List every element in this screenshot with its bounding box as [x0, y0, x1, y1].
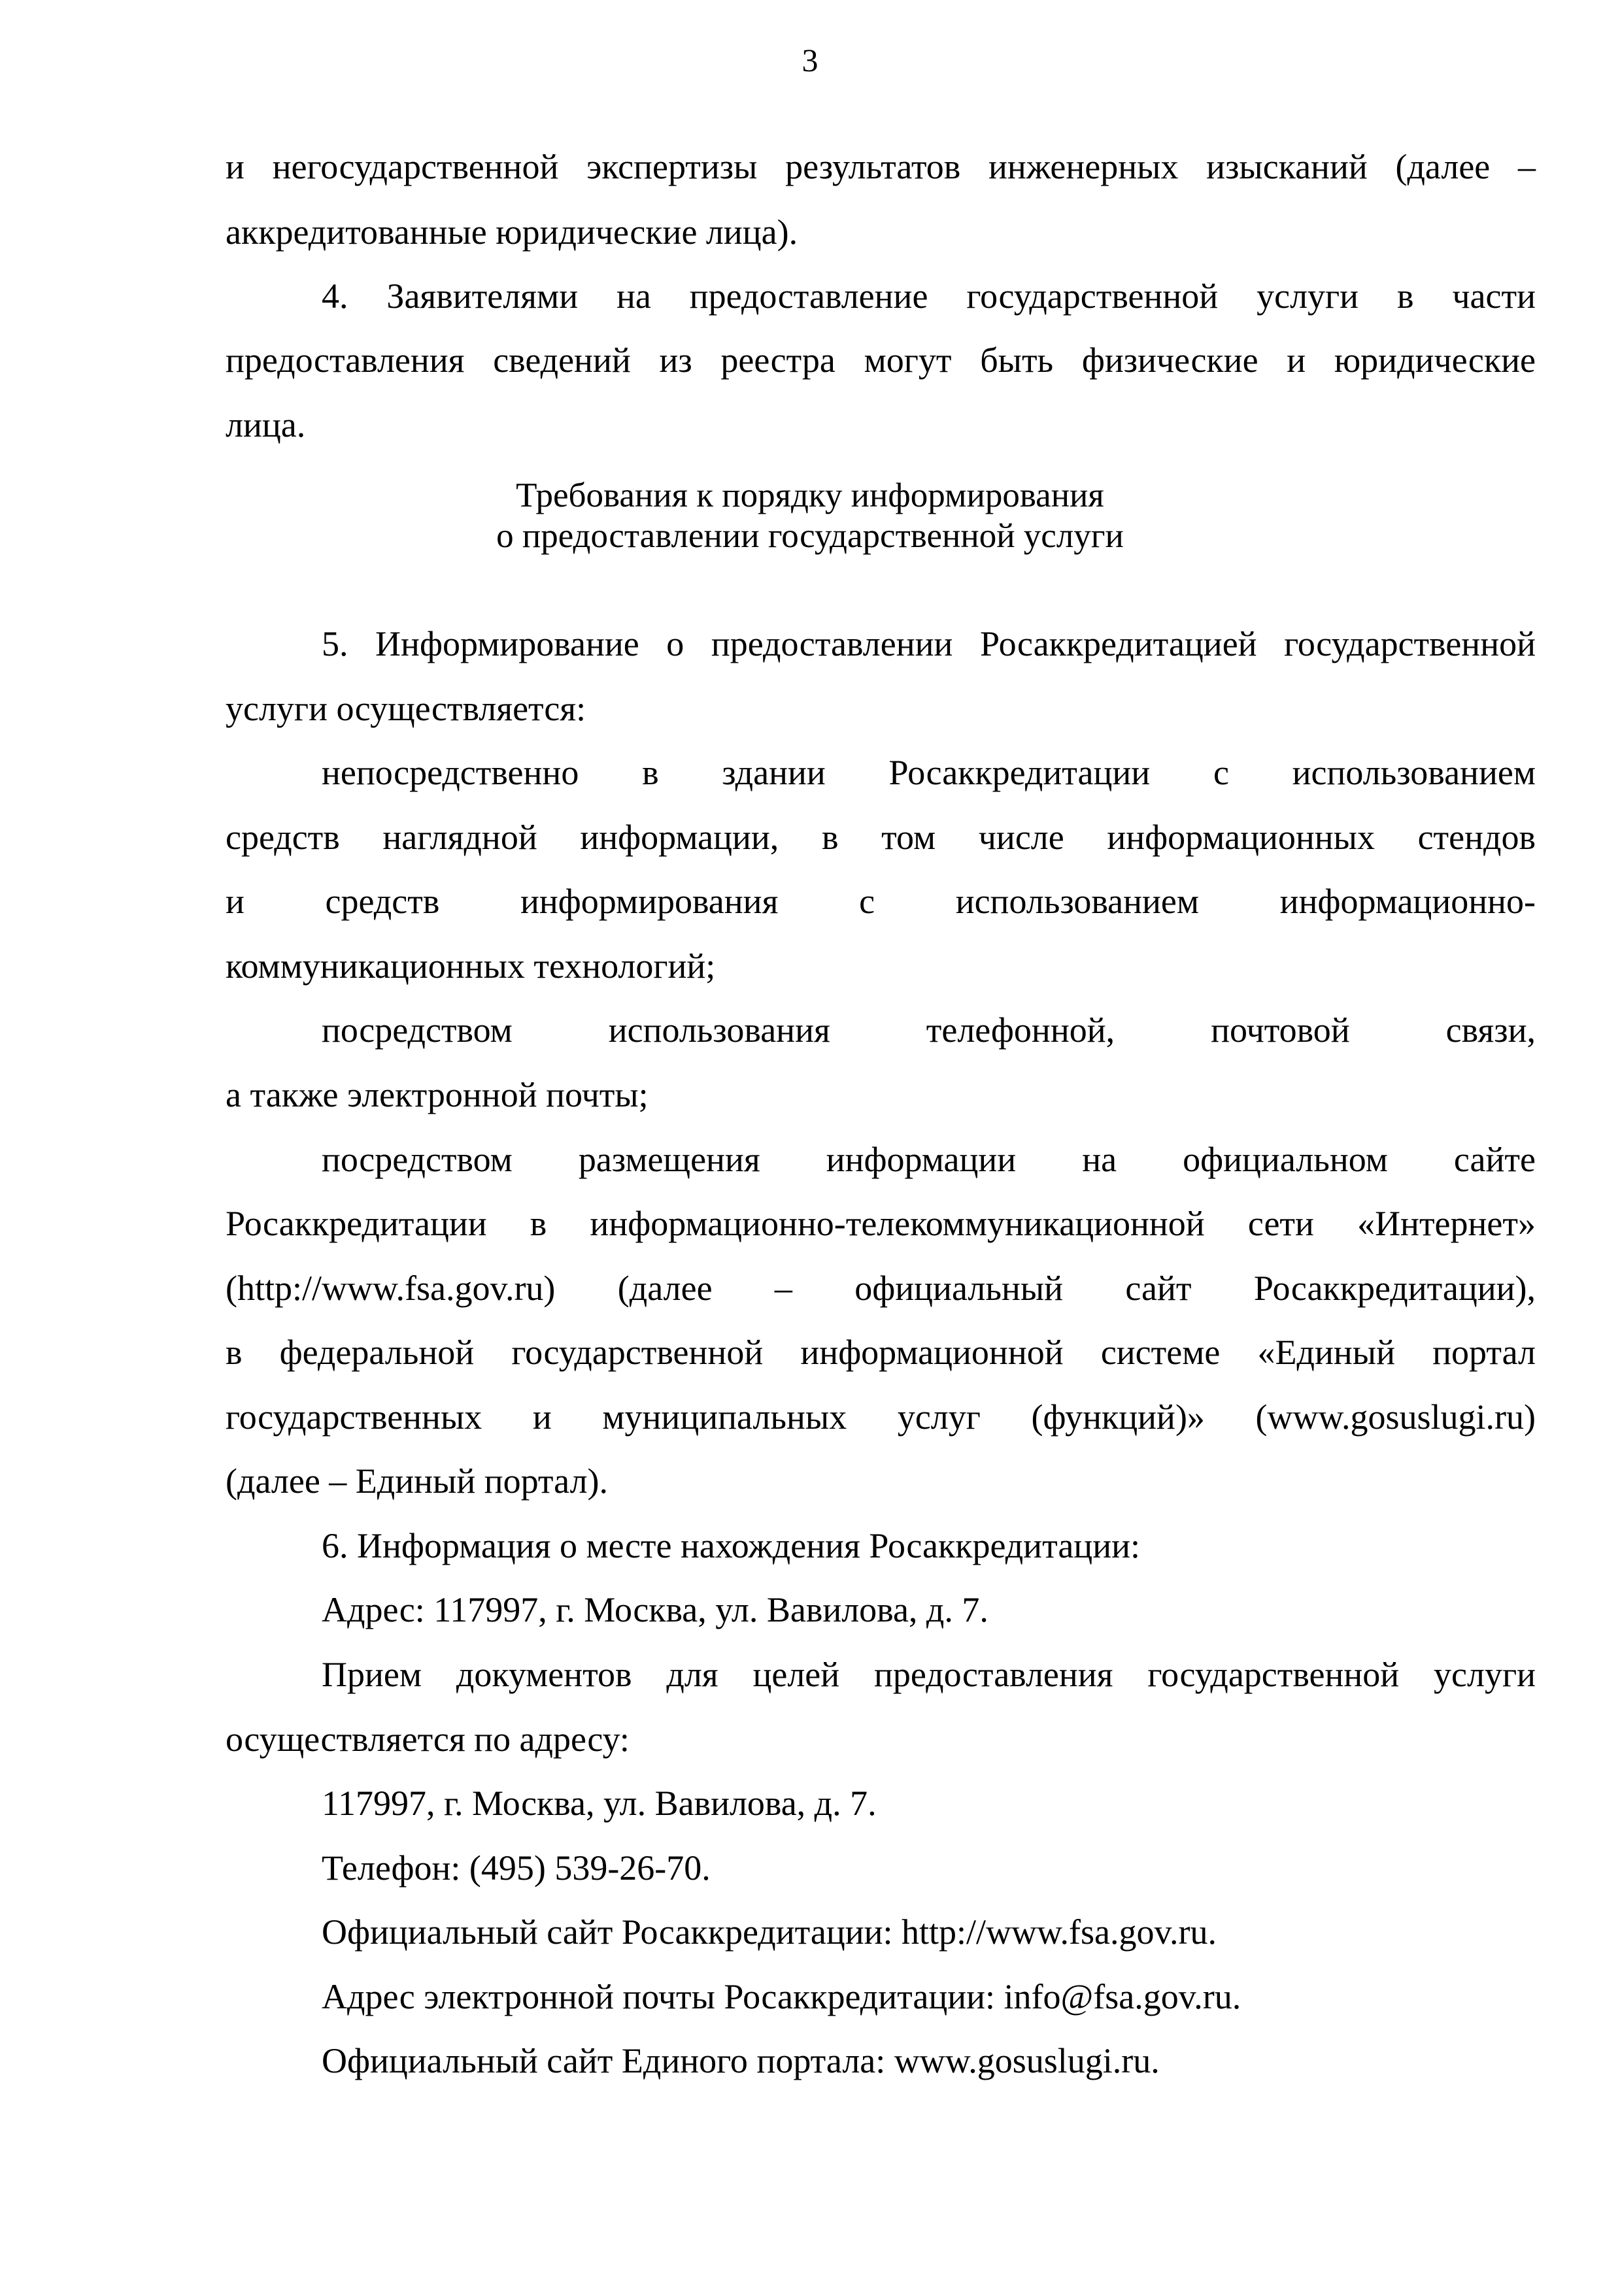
- section-heading: Требования к порядку информирования: [516, 476, 1104, 514]
- reception-line: Прием документов для целей предоставления государственной услуги: [322, 1655, 1536, 1694]
- reception-line: осуществляется по адресу:: [226, 1720, 630, 1759]
- paragraph-intro-line: и негосударственной экспертизы результатов инженерных изысканий (далее –: [226, 147, 1536, 186]
- section-heading: о предоставлении государственной услуги: [496, 517, 1124, 555]
- list-item-building: коммуникационных технологий;: [226, 946, 716, 986]
- list-item-phone-mail: посредством использования телефонной, почтовой связи,: [322, 1010, 1536, 1050]
- paragraph-6: 6. Информация о месте нахождения Росаккредитации:: [322, 1526, 1140, 1565]
- page-number: 3: [802, 42, 818, 78]
- paragraph-5-line: 5. Информирование о предоставлении Росаккредитацией государственной: [322, 624, 1536, 663]
- list-item-phone-mail: а также электронной почты;: [226, 1075, 649, 1114]
- paragraph-5-line: услуги осуществляется:: [226, 689, 586, 728]
- address-line: Адрес: 117997, г. Москва, ул. Вавилова, д. 7.: [322, 1590, 988, 1629]
- list-item-internet: (http://www.fsa.gov.ru) (далее – официальный сайт Росаккредитации),: [226, 1269, 1536, 1308]
- list-item-building: средств наглядной информации, в том числе информационных стендов: [226, 818, 1536, 857]
- list-item-internet: Росаккредитации в информационно-телекоммуникационной сети «Интернет»: [226, 1204, 1536, 1243]
- list-item-internet: посредством размещения информации на официальном сайте: [322, 1140, 1536, 1179]
- list-item-building: и средств информирования с использованием информационно-: [226, 882, 1536, 921]
- phone-line: Телефон: (495) 539-26-70.: [322, 1848, 711, 1888]
- reception-address: 117997, г. Москва, ул. Вавилова, д. 7.: [322, 1784, 877, 1823]
- list-item-internet: государственных и муниципальных услуг (функций)» (www.gosuslugi.ru): [226, 1397, 1536, 1437]
- email-line: Адрес электронной почты Росаккредитации: info@fsa.gov.ru.: [322, 1977, 1241, 2016]
- list-item-internet: (далее – Единый портал).: [226, 1461, 609, 1501]
- paragraph-4-line: предоставления сведений из реестра могут быть физические и юридические: [226, 341, 1536, 380]
- paragraph-intro-line: аккредитованные юридические лица).: [226, 212, 798, 252]
- website-line: Официальный сайт Росаккредитации: http://www.fsa.gov.ru.: [322, 1912, 1217, 1952]
- list-item-building: непосредственно в здании Росаккредитации с использованием: [322, 753, 1536, 792]
- paragraph-4-line: 4. Заявителями на предоставление государственной услуги в части: [322, 276, 1536, 316]
- paragraph-4-line: лица.: [226, 405, 306, 444]
- list-item-internet: в федеральной государственной информационной системе «Единый портал: [226, 1333, 1536, 1372]
- portal-line: Официальный сайт Единого портала: www.gosuslugi.ru.: [322, 2041, 1160, 2080]
